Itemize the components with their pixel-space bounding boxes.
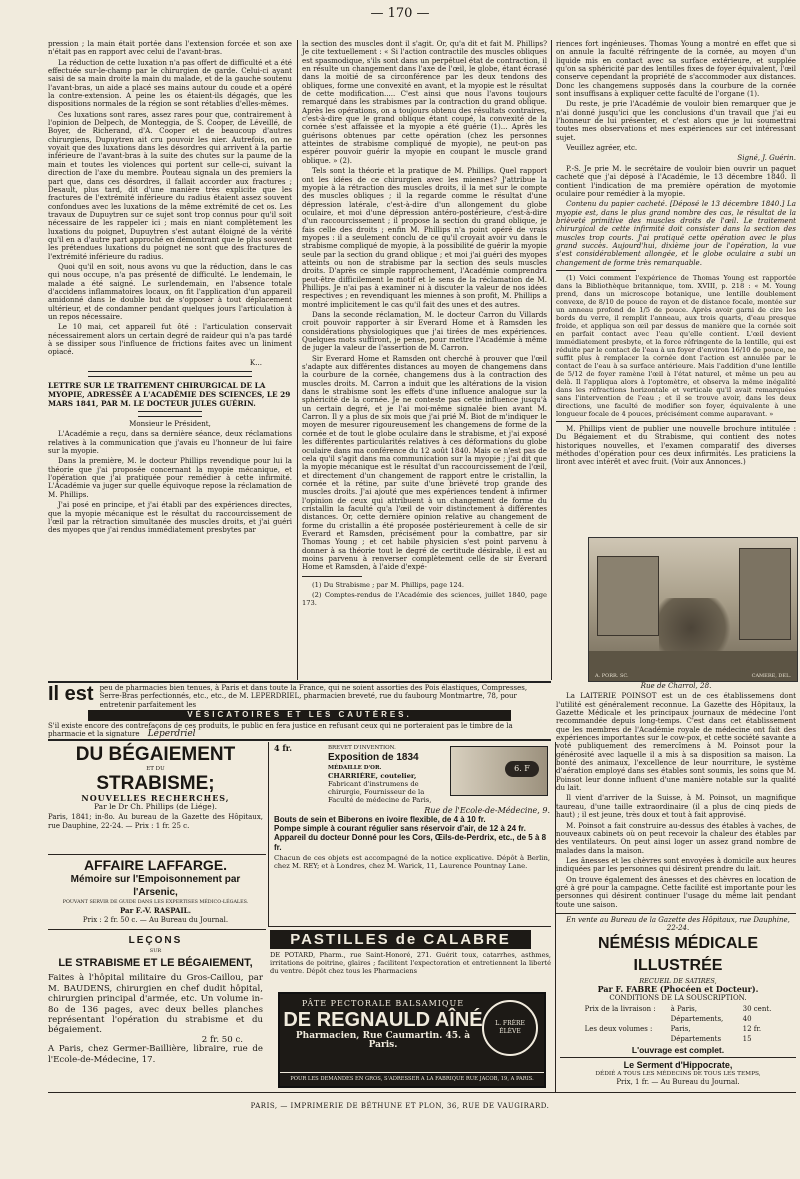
ad-column-divider (268, 742, 269, 927)
charriere-address: Rue de l'Ecole-de-Médecine, 9. (424, 805, 550, 815)
charriere-ad (274, 744, 550, 924)
page-number: — 170 — (370, 6, 430, 21)
nemesis-ad (560, 916, 796, 1086)
building-left (597, 556, 659, 636)
band-banner: VÉSICATOIRES ET LES CAUTÈRES. (88, 710, 511, 720)
charriere-item: Bouts de sein et Biberons en ivoire flexible, de 4 à 10 fr. (274, 814, 486, 824)
laffarge-subtitle: Mémoire sur l'Empoisonnement par l'Arsenic, (70, 874, 241, 898)
ad-divider (556, 913, 796, 914)
price-cell: Paris, (670, 1025, 691, 1034)
regnauld-name: DE REGNAULD AÎNÉ (283, 1009, 483, 1032)
footer-rule (48, 1092, 796, 1093)
street-scene-engraving (588, 537, 798, 682)
price-tag: 6. F (505, 761, 539, 777)
begaiement-et: ET DU (146, 766, 165, 772)
begaiement-publication: Paris, 1841; in-8o. Au bureau de la Gazette des Hôpitaux, rue Dauphine, 22-24. — Prix : 1 fr. 25 c. (48, 813, 263, 830)
charriere-item: Appareil du docteur Donné pour les Cors, Œils-de-Perdrix, etc., de 5 à 8 fr. (274, 833, 547, 852)
hippocrate-dedication: DÉDIÉ A TOUS LES MÉDECINS DE TOUS LES TEMPS, (595, 1070, 761, 1077)
footnote-rule (302, 576, 362, 577)
price-row (584, 1014, 773, 1024)
price-cell: Départements (670, 1035, 722, 1044)
ad-divider (560, 1057, 796, 1058)
column-2 (302, 40, 547, 688)
laiterie-paragraph: Il vient d'arriver de la Suisse, à M. Poinsot, un magnifique taureau, d'une taille extraordinaire (il a plus de cinq pieds de haut) ; il est jeune, très doux et tout à fait approvisé. (556, 793, 796, 820)
laffarge-small: POUVANT SERVIR DE GUIDE DANS LES EXPERTISES MÉDICO-LÉGALES. (62, 900, 249, 905)
charriere-medal: MÉDAILLE D'OR. (328, 765, 382, 772)
section-separator (88, 371, 252, 377)
begaiement-ad (48, 744, 263, 852)
pastilles-text: DE POTARD, Pharm., rue Saint-Honoré, 271. Guérit toux, catarrhes, asthmes, irritations de poitrine, glaires ; facilitent l'expectoration et entretiennent la liberté du ventre. Dépôt chez tous les Pharmaciens (270, 951, 551, 975)
building-right (739, 548, 791, 640)
article-paragraph: Quoi qu'il en soit, nous avons vu que la réduction, dans le cas qui nous occupe, n'a pas présenté de difficulté. Le lendemain, le malade a été saigné. Le surlendemain, en l'absence totale d'accidens inflammatoires locaux, on fit l'application d'un appareil amidonné dans le double but de s'opposer à tout déplacement ultérieur, et de condamner pendant quelques jours l'articulation à un repos nécessaire. (48, 261, 292, 321)
ad-column-divider (555, 742, 556, 1092)
article-paragraph: Le 10 mai, cet appareil fut ôté : l'articulation conservait nécessairement alors un certain degré de raideur qui n'a pas tardé à se dissiper sous l'influence de frictions faites avec un liniment opiacé. (48, 322, 292, 357)
pastilles-ad (270, 930, 551, 986)
charriere-desc: Fabricant d'instrumens de chirurgie, Fournisseur de la Faculté de médecine de Paris, (328, 780, 432, 805)
letter-paragraph: J'ai posé en principe, et j'ai établi par des expériences directes, que la myopie mécanique est le résultat du raccourcissement de l'œil par la rétraction simultanée des muscles droits, et j'ai guéri des myopes que j'ai rendus immédiatement presbytes par (48, 500, 292, 535)
column-divider (551, 40, 552, 680)
article-paragraph: Dans la seconde réclamation, M. le docteur Carron du Villards croit pouvoir rapporter à sir Everard Home et à Ramsden les considérations physiologiques que j'ai tirées de mes expériences. Quelques mots suffiront, je pense, pour mettre l'Académie à même de juger la valeur de l'assertion de M. Carron. (302, 310, 547, 353)
column-1 (48, 40, 292, 688)
hippocrate-price: Prix, 1 fr. — Au Bureau du Journal. (616, 1078, 740, 1087)
engraver-credit: A. PORR. SC. (595, 673, 629, 679)
price-cell (584, 1034, 670, 1044)
price-cell: à Paris, (670, 1005, 697, 1014)
price-cell: 12 fr. (742, 1025, 762, 1034)
charriere-brevet: BREVET D'INVENTION. (328, 745, 396, 751)
pastilles-title: PASTILLES de CALABRE (270, 930, 531, 949)
letter-signed: Signé, J. Guérin. (737, 153, 796, 163)
lecons-sur: SUR (149, 948, 162, 954)
regnauld-address: Pharmacien, Rue Caumartin. 45. à Paris. (295, 1031, 471, 1050)
column-3 (556, 40, 796, 530)
footnote: (1) Voici comment l'expérience de Thomas Young est rapportée dans la Bibliothèque britannique, tom. XVIII, p. 218 : « M. Young prend, dans un microscope botanique, une lentille doublement convexe, de 8/10 de pouce de rayon et de distance focale, montée sur un anneau profond de 1/5 de pouce. Après avoir garni de cire les bords du verre, il remplit l'anneau, aux trois quarts, d'eau presque froide, et appliqua son œil par dessus de manière que la cornée soit en parfait contact avec l'eau qu'elle contient. L'œil devient immédiatement presbyte, et la force réfringente de la lentille, qui est réduite par le contact de l'eau à un foyer d'environ 16/10 de pouce, ne suffit plus à remplacer la cornée dont l'action est annulée par le contact de l'eau à sa surface antérieure. Mais l'addition d'une lentille de 5/12 de foyer ramène l'œil à l'état naturel, et même un peu au delà. Il l'appliqua alors à l'optomètre, et observa la même inégalité dans les réfractions horizontale et verticale qu'il avait remarquées sans l'intervention de l'eau ; et il se trouve avoir, dans les deux directions, une faculté de modifier son foyer, équivalente à une longueur focale de 4 pouces, précisément comme auparavant. » (556, 273, 796, 418)
printer-imprint: PARIS, — IMPRIMERIE DE BÉTHUNE ET PLON, 36, RUE DE VAUGIRARD. (250, 1102, 550, 1110)
lecons-subtitle: LE STRABISME ET LE BÉGAIEMENT, (58, 957, 253, 970)
laiterie-paragraph: La LAITERIE POINSOT est un de ces établissemens dont l'utilité est généralement reconnue. La Gazette des Hôpitaux, la Gazette Médicale et les principaux journaux de médecine l'ont recommandée depuis long-temps. C'est dans cet établissement que les membres de l'Académie royale de médecine ont fait des expériences importantes sur le cow-pox, et cette société savante a voté publiquement des remercîmens à M. Poinsot pour la générosité avec laquelle il a mis à sa disposition sa maison. La bonté des animaux, l'excellence de leur nourriture, le système d'aération employé dans ses étables sont soumis, les soins que M. Poinsot leur donne influent d'une manière notable sur la qualité du lait. (556, 691, 796, 793)
price-cell: 30 cent. (742, 1005, 772, 1014)
footnote-rule (556, 270, 636, 271)
lecons-publisher: A Paris, chez Germer-Baillière, libraire, rue de l'Ecole-de-Médecine, 17. (48, 1044, 263, 1065)
price-row (584, 1024, 773, 1034)
lecons-price: 2 fr. 50 c. (201, 1034, 243, 1045)
nemesis-intro: En vente au Bureau de la Gazette des Hôpitaux, rue Dauphine, 22-24. (566, 916, 790, 933)
leperdriel-ad (48, 683, 551, 740)
lecons-title: LEÇONS (128, 935, 183, 946)
letter-title: LETTRE SUR LE TRAITEMENT CHIRURGICAL DE LA MYOPIE, ADRESSÉE A L'ACADÉMIE DES SCIENCES, LE 29 MARS 1841, PAR M. LE DOCTEUR JULES GUÉRIN. (48, 381, 291, 409)
price-cell (584, 1014, 670, 1024)
charriere-exposition: Exposition de 1834 (328, 752, 419, 764)
price-cell: 40 (742, 1015, 752, 1024)
laffarge-price: Prix : 2 fr. 50 c. — Au Bureau du Journal. (82, 915, 229, 924)
article-paragraph: Sir Everard Home et Ramsden ont cherché à prouver que l'œil s'adapte aux différentes distances au moyen de changemens dans la courbure de la cornée, changemens dus à la contraction des muscles droits. M. Carron a induit que les altérations de la vision dans le strabisme sont les effets d'une influence analogue sur la sphéricité de la cornée. Je ne conteste pas cette influence jusqu'à un certain degré, et je l'ai moi-même signalée bien avant M. Carron. Il y a plus de six mois que j'ai prié M. Biot de m'indiquer le moyen de mesurer rigoureusement les changemens de forme de la cornée et de tout le globe oculaire dans le strabisme, et j'ai exposé les différentes particularités relatives à ces déformations du globe oculaire dans ma conférence du 12 août 1840. Mais ce n'est pas de cela qu'il s'agit dans ma communication sur la myopie ; j'ai dit que la myopie mécanique est le résultat d'un raccourcissement de l'œil, et directement d'un changement de rapport entre le cristallin, la cornée et la rétine, par suite d'une brièveté trop grande des muscles droits. J'ai ajouté que mes expériences tendent à infirmer l'opinion de ceux qui attribuent à un changement de forme du cristallin la faculté qu'a l'œil de voir distinctement à différentes distances. Or, cette dernière opinion relative au changement de forme du cristallin a été proposée postérieurement à celle de sir Everard et Ramsden, précisément pour la combattre, par sir Thomas Young ; et cet habile physicien s'est point parvenu à donner à sa théorie tout le degré de certitude désirable, il est au moins parvenu à renverser complètement celle de sir Everard Home et Ramsden, à l'aide d'expé- (302, 353, 547, 572)
postscript: P.-S. Je prie M. le secrétaire de vouloir bien ouvrir un paquet cacheté que j'ai déposé à l'Académie, le 13 décembre 1840. Il contient l'indication de ma première opération de myotomie oculaire pour remédier à la myopie. (556, 163, 796, 198)
laffarge-author: Par F.-V. RASPAIL. (119, 906, 192, 916)
article-paragraph: riences fort ingénieuses. Thomas Young a montré en effet que si on annule la faculté réfringente de la cornée, au moyen d'un liquide mis en contact avec sa surface extérieure, et supplée qu'on sa sphéricité par des lentilles fixes de foyer équivalent, l'œil conserve cependant la propriété de s'accommoder aux distances. Donc les changemens supposés dans la courbure de la cornée sont insuffisans à expliquer cette faculté de l'organe (1). (556, 39, 796, 99)
article-paragraph: pression ; la main était portée dans l'extension forcée et son axe n'était pas en rapport avec celui de l'avant-bras. (48, 39, 292, 57)
charriere-footer: Chacun de ces objets est accompagné de la notice explicative. Dépôt à Berlin, chez M. REY; et à Londres, chez M. Warick, 11, Laurence Pountnay Lane. (274, 854, 550, 871)
separator (556, 421, 796, 422)
nemesis-title: NÉMÉSIS MÉDICALE ILLUSTRÉE (597, 934, 758, 974)
laffarge-title: AFFAIRE LAFFARGE. (83, 857, 228, 873)
begaiement-author: Par le Dr Ch. Phillips (de Liége). (93, 801, 218, 811)
charriere-item: Pompe simple à courant régulier sans réservoir d'air, de 12 à 24 fr. (274, 824, 526, 834)
hippocrate-title: Le Serment d'Hippocrate, (623, 1060, 733, 1071)
band-rule-top (48, 681, 551, 683)
article-paragraph: Tels sont la théorie et la pratique de M. Phillips. Quel rapport ont les idées de ce chirurgien avec les miennes? J'attribue la myopie à la rétraction des muscles droits, il la met sur le compte des muscles obliques ; il la regarde comme le résultat d'une dépression latérale, c'est-à-dire d'un allongement du globe oculaire, et moi d'une dépression antéro-postérieure, c'est-à-dire d'un raccourcissement ; il propose la section du grand oblique, je fais celle des droits ; enfin M. Phillips n'a point opéré de vrais myopes : il a seulement conclu de ce qu'il croyait avoir vu dans le strabisme compliqué de myopie, à la possibilité de guérir la myopie seule par la section du grand oblique ; et moi j'ai guéri des myopes atteints ou non de strabisme par la section des seuls muscles droits. D'après ce simple rapprochement, l'Académie comprendra peut-être difficilement le motif et le sens de la réclamation de M. Phillips. Je n'ai pas à examiner ni à discuter la valeur de nos idées respectives ; en revendiquant les miennes à son profit, M. Phillips a montré implicitement le cas qu'il fait des unes et des autres. (302, 166, 547, 309)
leperdriel-signature: Leperdriel (147, 729, 196, 740)
laiterie-paragraph: M. Poinsot a fait construire au-dessus des étables à vaches, de nouveaux cabinets où on peut recevoir la chaleur des étables par des ventilateurs. On peut ainsi loger un assez grand nombre de malades dans la maison. (556, 820, 796, 855)
ad-divider (48, 929, 266, 930)
article-paragraph: la section des muscles dont il s'agit. Or, qu'a dit et fait M. Phillips? Je cite textuellement : « Si l'action contractile des muscles obliques est spasmodique, s'ils sont dans un perpétuel état de contraction, il en résulte un changement dans l'axe de l'œil, le globe, étant écrasé dans la moitié de sa circonférence par les deux tendons des obliques, forme une convexité en avant, et la myopie est le résultat de cette modification..... C'est ainsi que nous l'avons toujours remarqué dans les strabismes par la contraction du grand oblique. Après les opérations, on a toujours obtenu des résultats contraires, c'est-à-dire que le grand oblique étant coupé, la convexité de la cornée s'est affaissée et la myopie a été guérie (1)... Après les guérisons obtenues par cette opération (chez les personnes atteintes de strabisme compliqué de myopie), ne peut-on pas espérer pouvoir guérir la myopie en coupant le muscle grand oblique. » (2). (302, 39, 547, 165)
footnote: (1) Du Strabisme ; par M. Phillips, page 124. (312, 580, 465, 589)
price-cell: Prix de la livraison : (584, 1005, 656, 1014)
lecons-body: Faites à l'hôpital militaire du Gros-Caillou, par M. BAUDENS, chirurgien en chef dudit hôpital, chirurgien principal d'armée, etc. Un volume in-8o de 136 pages, avec deux belles planches représentant l'opération du strabisme et du bégaiement. (48, 973, 263, 1036)
band-lead: Il est (48, 683, 94, 705)
band-rule-bottom (48, 739, 551, 741)
strabisme-title: STRABISME; (96, 773, 215, 795)
article-signature: K... (249, 357, 262, 367)
footnote: (2) Comptes-rendus de l'Académie des sciences, juillet 1840, page 173. (302, 590, 547, 607)
regnauld-ad (278, 992, 546, 1088)
charriere-number: 4 fr. (274, 743, 293, 753)
artist-credit: CAMERE, DEL. (751, 673, 791, 679)
price-table (584, 1004, 773, 1044)
price-row (584, 1004, 773, 1014)
regnauld-top: PÂTE PECTORALE BALSAMIQUE (301, 999, 465, 1008)
laiterie-paragraph: Les ânesses et les chèvres sont envoyées à domicile aux heures indiquées par les personnes qui désirent prendre du lait. (556, 855, 796, 874)
regnauld-seal: L. FRÈRE ÉLÈVE (482, 1000, 538, 1056)
regnauld-bottom: POUR LES DEMANDES EN GROS, S'ADRESSER A LA FABRIQUE RUE JACOB, 19, A PARIS. (280, 1072, 544, 1083)
nemesis-complete: L'ouvrage est complet. (631, 1045, 725, 1056)
laiterie-paragraph: On trouve également des ânesses et des chèvres en location de gré à gré pour la campagne. Cette facilité est importante pour les personnes qui désirent continuer l'usage du même lait pendant toute une saison. (556, 874, 796, 909)
price-cell: 15 (742, 1035, 752, 1044)
nemesis-subtitle: RECUEIL DE SATIRES, (639, 976, 717, 985)
sealed-content: Contenu du papier cacheté. [Déposé le 13 décembre 1840.] La myopie est, dans le plus grand nombre des cas, le résultat de la brièveté primitive des muscles droits de l'œil. Le traitement chirurgical de cette infirmité doit consister dans la section des muscles trop courts. J'ai pratiqué cette opération avec le plus grand succès. Aujourd'hui, dixième jour de l'opération, la vue s'est considérablement allongée, et le globe oculaire a subi un changement de forme très remarquable. (556, 199, 796, 267)
letter-salutation: Monsieur le Président, (129, 419, 211, 429)
article-paragraph: Veuillez agréer, etc. (566, 143, 638, 153)
band-text: peu de pharmacies bien tenues, à Paris et dans toute la France, qui ne soient assorties des Pois élastiques, Compresses, Serre-Bras perfectionnés, etc., etc., de M. LEPERDRIEL, pharmacien breveté, rue du faubourg Montmartre, 78, pour entretenir parfaitement les (99, 684, 528, 709)
cattle-group (659, 598, 739, 658)
announcement: M. Phillips vient de publier une nouvelle brochure intitulée : Du Bégaiement et du Strabisme, qui contient des notes historiques nouvelles, et l'examen comparatif des diverses méthodes d'opération pour ces deux infirmités. Les praticiens la liront avec intérêt et avec fruit. (Voir aux Annonces.) (556, 423, 796, 467)
begaiement-title: DU BÉGAIEMENT (75, 744, 236, 765)
section-separator (138, 411, 202, 417)
ad-divider (48, 854, 266, 855)
nemesis-author: Par F. FABRE (Phocéen et Docteur). (597, 984, 759, 995)
laffarge-ad (48, 857, 263, 925)
column-divider (297, 40, 298, 680)
price-cell: Départements, (670, 1015, 724, 1024)
letter-paragraph: Dans la première, M. le docteur Phillips revendique pour lui la théorie que j'ai proposée concernant la myopie mécanique, et l'opération que j'ai pratiquée pour remédier à cette infirmité. L'Académie va juger sur quelle équivoque repose la réclamation de M. Phillips. (48, 456, 292, 499)
article-paragraph: Ces luxations sont rares, assez rares pour que, contrairement à l'opinion de Delpech, de Monteggia, de S. Cooper, de Léveillé, de Boyer, de Richerand, d'A. Cooper et de beaucoup d'autres chirurgiens, Dupuytren ait cru pouvoir les nier. Autrefois, on ne voyait que des luxations dans les désordres qui arrivent à la partie inférieure de l'avant-bras à la suite des chutes sur la paume de la main et toutes les violences qui portent sur celle-ci, suivant la direction de l'axe du membre. Pouteau signala un des premiers la part que, dans ces désordres, il fallait accorder aux fractures ; Desault, plus tard, dit d'une manière très explicite que les fractures de l'extrémité inférieure du radius étaient assez souvent confondues avec les luxations de la même extrémité de cet os. Les travaux de Dupuytren sur ce sujet sont trop connus pour qu'il soit nécessaire de les rappeler ici ; mais en niant complètement les luxations du poignet, Dupuytren s'est autant éloigné de la vérité qu'il en a d'autre part approché en démontrant que le plus souvent les prétendues luxations du poignet ne sont que des fractures de l'extrémité inférieure du radius. (48, 109, 292, 261)
nemesis-conditions: CONDITIONS DE LA SOUSCRIPTION. (609, 993, 747, 1002)
begaiement-subtitle: NOUVELLES RECHERCHES, (81, 793, 230, 804)
price-row (584, 1034, 773, 1044)
article-paragraph: Du reste, je prie l'Académie de vouloir bien remarquer que je n'ai donné jusqu'ici que les conclusions d'un travail que j'ai eu l'honneur de lui présenter, et c'est alors que je lui soumettrai toutes mes observations et mes expériences sur cet intéressant sujet. (556, 99, 796, 142)
letter-paragraph: L'Académie a reçu, dans sa dernière séance, deux réclamations relatives à la communication que j'avais eu l'honneur de lui faire sur la myopie. (48, 429, 292, 456)
charriere-name: CHARRIÈRE, coutelier, (328, 772, 417, 781)
laiterie-address: Rue de Charrol, 28. (640, 681, 712, 690)
laiterie-article (556, 681, 796, 909)
price-cell: Les deux volumes : (584, 1025, 653, 1034)
article-paragraph: La réduction de cette luxation n'a pas offert de difficulté et a été effectuée sur-le-champ par le chirurgien de garde. Celui-ci ayant saisi de sa main droite la main du malade, et de la gauche soutenu l'avant-bras, un aide a placé ses mains autour du coude et a opéré la contre-extension. A peine les os étaient-ils dégagés, que les dispositions normales de la région se sont rétablies d'elles-mêmes. (48, 57, 292, 109)
band-after: S'il existe encore des contrefaçons de ces produits, le public en fera justice en refusant ceux qui ne porteraient pas le timbre de la pharmacie et la signature (48, 721, 513, 739)
ad-divider (268, 926, 551, 927)
instrument-engraving (450, 746, 548, 796)
lecons-ad (48, 934, 263, 1094)
